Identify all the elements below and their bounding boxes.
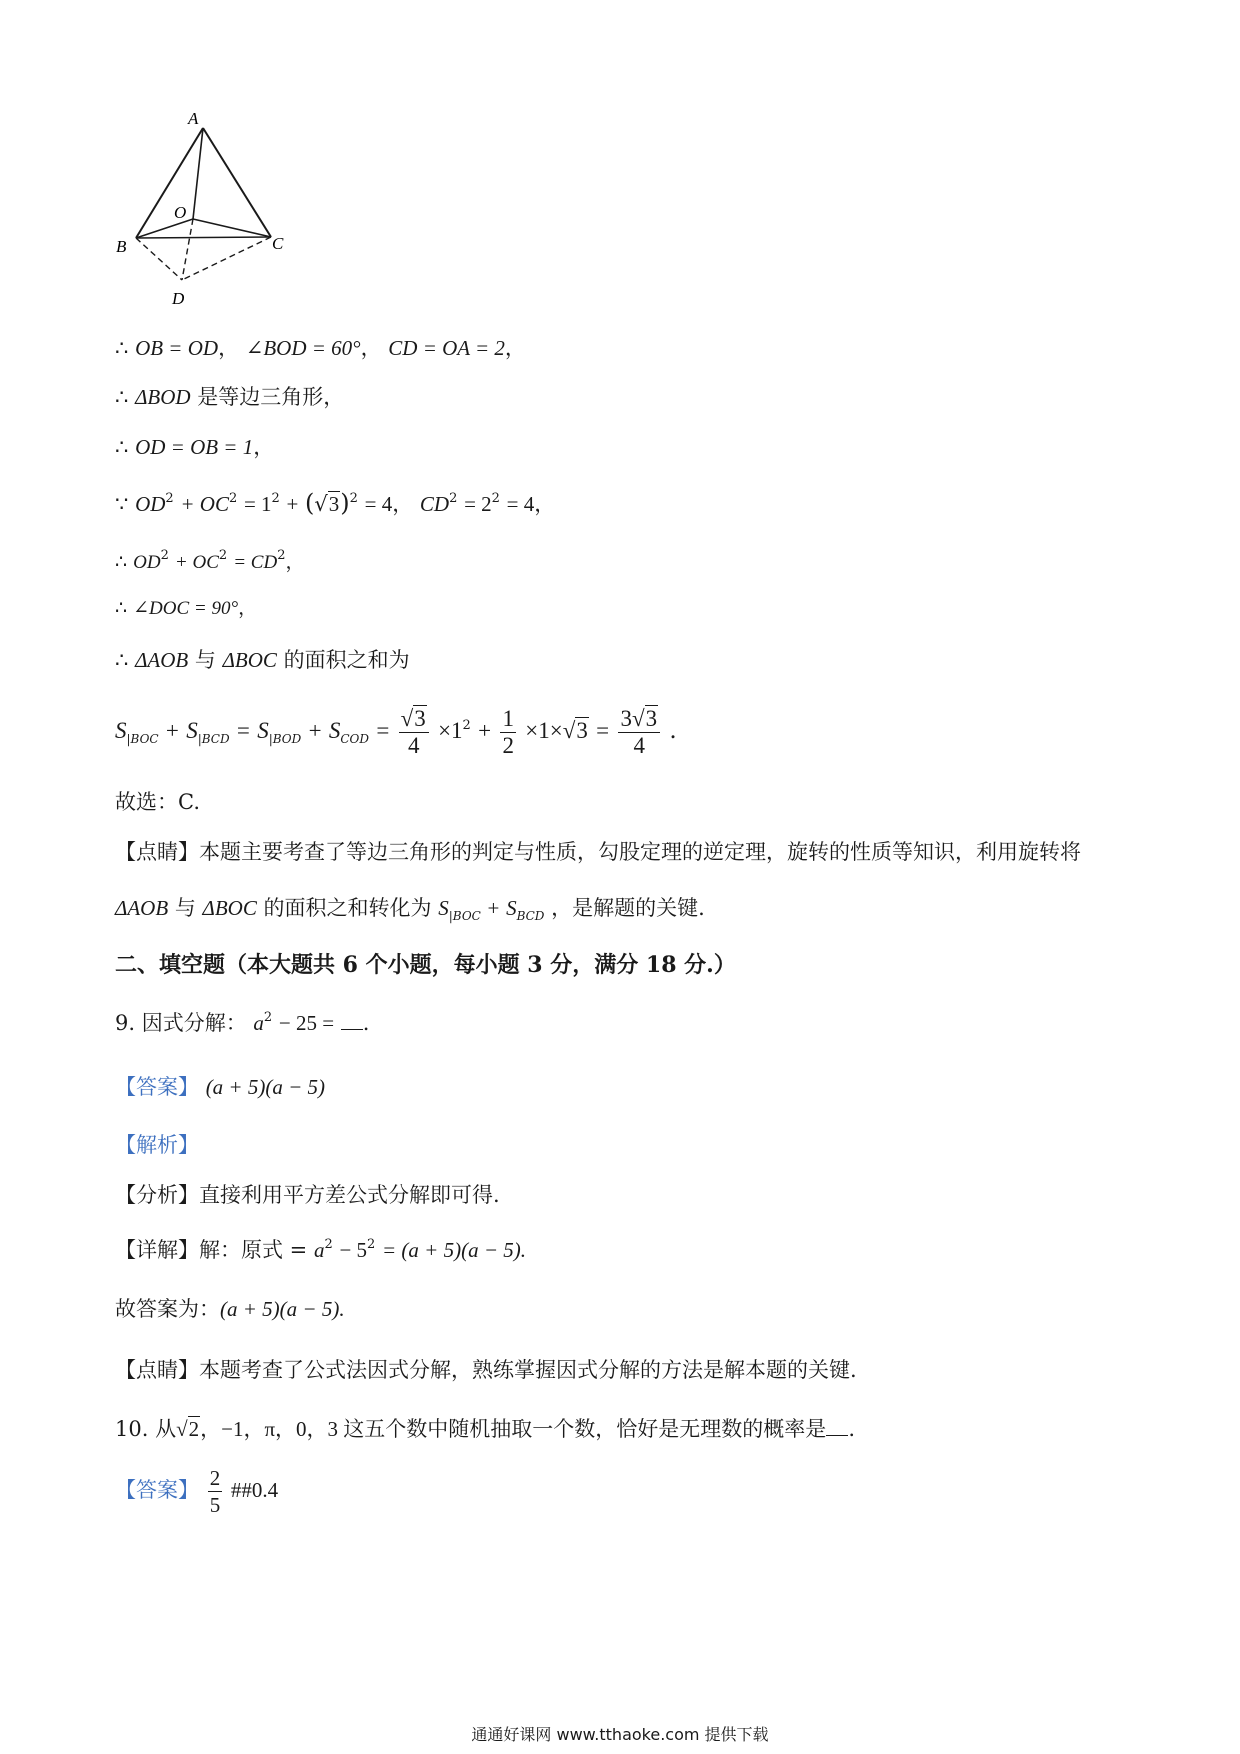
q9-question: 9. 因式分解： $a^2 - 25$ = .: [115, 1010, 370, 1035]
q9-fenxi: 【分析】直接利用平方差公式分解即可得.: [115, 1183, 500, 1207]
section-title: 二、填空题（本大题共 6 个小题，每小题 3 分，满分 18 分.）: [115, 952, 736, 978]
footer-watermark: 通通好课网 www.tthaoke.com 提供下载: [471, 1725, 769, 1744]
proof-line-7: ∴ ΔAOB 与 ΔBOC 的面积之和为: [115, 648, 410, 672]
proof-line-6: ∴ ∠DOC = 90°，: [115, 597, 258, 619]
segment-od: [182, 219, 193, 280]
proof-line-4: ∵ $OD^2 + OC^2 = 1^2 + (√3)^2 = 4$， $CD^2 = 2^2 = 4$，: [115, 489, 556, 517]
frac-1-over-2: $\frac{1}{2}$: [502, 705, 514, 758]
label-c: C: [272, 234, 284, 253]
proof-line-2: ∴ ΔBOD 是等边三角形，: [115, 385, 345, 409]
q9-blank: [341, 1011, 363, 1030]
proof-line-3: ∴ OD = OB = 1，: [115, 435, 275, 459]
dianjing-q8: 【点睛】本题主要考查了等边三角形的判定与性质，勾股定理的逆定理，旋转的性质等知识，利用旋转将: [115, 840, 1081, 864]
dianjing-q8-line2: ΔAOB 与 ΔBOC 的面积之和转化为 $S_{|BOC} + S_{BCD}$ ，是解题的关键.: [115, 896, 705, 923]
label-d: D: [172, 289, 185, 308]
q9-dianjing: 【点睛】本题考查了公式法因式分解，熟练掌握因式分解的方法是解本题的关键.: [115, 1358, 857, 1382]
segment-ac: [203, 128, 271, 237]
proof-line-1: ∴ OB = OD， ∠BOD = 60°， CD = OA = 2，: [115, 336, 526, 360]
q10-blank: [826, 1417, 848, 1436]
segment-bc: [136, 237, 271, 238]
q10-answer: 【答案】 $\frac{2}{5}$ ##0.4: [115, 1466, 279, 1517]
answer-choice: 故选：C.: [115, 790, 200, 814]
sqrt-3: √3: [314, 492, 340, 516]
sqrt-2: √2: [176, 1417, 200, 1441]
q9-analysis-label: 【解析】: [115, 1133, 199, 1157]
label-a: A: [188, 109, 199, 128]
segment-cd: [182, 237, 271, 280]
proof-line-5: ∴ $OD^2 + OC^2 = CD^2$，: [115, 548, 305, 573]
q9-final: 故答案为：(a + 5)(a − 5).: [115, 1297, 345, 1321]
segment-bd: [136, 238, 182, 280]
area-formula: $S_{|BOC} + S_{|BCD} = S_{|BOD} + S_{COD}$ = $\frac{√3}{4}$ $\times 1^2$ + $\frac{1}{2}$ ×1×√3 = $\frac{3√3}{4}$ .: [115, 705, 677, 758]
q10-question: 10. 从√2，−1，π，0，3 这五个数中随机抽取一个数，恰好是无理数的概率是 .: [115, 1414, 855, 1444]
segment-oc: [193, 219, 271, 237]
q9-answer: 【答案】 (a + 5)(a − 5): [115, 1075, 326, 1099]
label-o: O: [174, 203, 187, 222]
geometry-figure: [108, 104, 308, 314]
frac-2-over-5: $\frac{2}{5}$: [209, 1466, 221, 1517]
label-b: B: [116, 237, 127, 256]
frac-3sqrt3-over-4: $\frac{3√3}{4}$: [618, 706, 660, 759]
q9-xiangjie: 【详解】解：原式 = $a^2 - 5^2 = (a + 5)(a - 5)$.: [115, 1237, 526, 1262]
frac-sqrt3-over-4: $\frac{√3}{4}$: [399, 706, 429, 759]
